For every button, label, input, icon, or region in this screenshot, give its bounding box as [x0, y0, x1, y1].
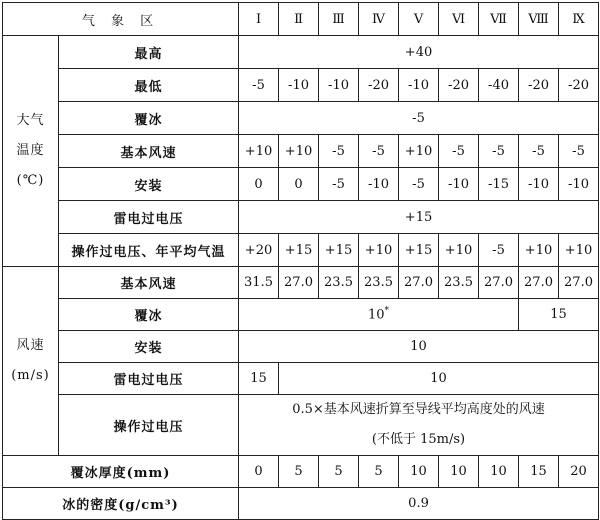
row-label: 最高 — [59, 36, 239, 69]
table-cell: -5 — [319, 168, 359, 201]
switching-wind-line2: (不低于 15m/s) — [371, 432, 466, 447]
temperature-group-line1: 大气 — [16, 113, 45, 128]
row-label: 操作过电压、年平均气温 — [59, 234, 239, 267]
table-cell: -40 — [479, 69, 519, 102]
zone-8: Ⅷ — [519, 3, 559, 36]
table-cell: +15 — [319, 234, 359, 267]
table-cell: +10 — [279, 135, 319, 168]
row-label: 安装 — [59, 331, 239, 363]
table-cell: -5 — [479, 135, 519, 168]
temperature-group-line3: (℃) — [16, 173, 45, 188]
row-label: 覆冰 — [59, 102, 239, 135]
temp-switching-row — [3, 234, 599, 267]
row-label: 雷电过电压 — [59, 201, 239, 234]
merged-value: 0.9 — [239, 488, 599, 520]
table-cell: +10 — [359, 234, 399, 267]
temp-icing-row — [3, 102, 599, 135]
switching-wind-line1: 0.5×基本风速折算至导线平均高度处的风速 — [292, 402, 545, 417]
table-cell: -5 — [439, 135, 479, 168]
table-cell: 0 — [239, 456, 279, 488]
table-cell: -5 — [319, 135, 359, 168]
merged-value: -5 — [239, 102, 599, 135]
zone-6: Ⅵ — [439, 3, 479, 36]
table-cell: -20 — [519, 69, 559, 102]
table-cell: +15 — [399, 234, 439, 267]
table-cell: 31.5 — [239, 267, 279, 299]
merged-value — [239, 395, 599, 456]
table-cell: +10 — [399, 135, 439, 168]
table-cell: -5 — [519, 135, 559, 168]
zone-7: Ⅶ — [479, 3, 519, 36]
wind-icing-row — [3, 299, 599, 331]
merged-value — [239, 299, 519, 331]
row-label: 安装 — [59, 168, 239, 201]
table-cell: -10 — [359, 168, 399, 201]
table-cell: -10 — [279, 69, 319, 102]
wind-group-label — [3, 267, 59, 456]
wind-install-row — [3, 331, 599, 363]
ice-thickness-row — [3, 456, 599, 488]
zone-9: Ⅸ — [559, 3, 599, 36]
table-cell: 20 — [559, 456, 599, 488]
wind-basic-row — [3, 267, 599, 299]
table-cell: 27.0 — [479, 267, 519, 299]
table-cell: -10 — [399, 69, 439, 102]
temperature-group-line2: 温度 — [16, 143, 45, 158]
temp-install-row — [3, 168, 599, 201]
wind-lightning-row — [3, 363, 599, 395]
table-cell: +20 — [239, 234, 279, 267]
table-cell: -10 — [559, 168, 599, 201]
table-cell: -5 — [479, 234, 519, 267]
row-label: 基本风速 — [59, 135, 239, 168]
merged-value: 15 — [519, 299, 599, 331]
ice-density-row — [3, 488, 599, 520]
zone-2: Ⅱ — [279, 3, 319, 36]
table-cell: 27.0 — [399, 267, 439, 299]
table-cell: 0 — [239, 168, 279, 201]
table-cell: -15 — [479, 168, 519, 201]
wind-group-line2: (m/s) — [11, 368, 50, 383]
row-label: 操作过电压 — [59, 395, 239, 456]
table-cell: 5 — [319, 456, 359, 488]
table-cell: -5 — [359, 135, 399, 168]
header-row — [3, 3, 599, 36]
table-cell: 5 — [359, 456, 399, 488]
zone-3: Ⅲ — [319, 3, 359, 36]
meteorological-zone-table — [2, 2, 599, 520]
temp-min-row — [3, 69, 599, 102]
table-cell: 27.0 — [559, 267, 599, 299]
row-label: 覆冰 — [59, 299, 239, 331]
table-cell: 27.0 — [519, 267, 559, 299]
temp-max-row — [3, 36, 599, 69]
table-cell: 23.5 — [359, 267, 399, 299]
table-cell: +10 — [439, 234, 479, 267]
table-cell: +10 — [519, 234, 559, 267]
table-cell: +10 — [239, 135, 279, 168]
table-cell: 5 — [279, 456, 319, 488]
table-cell: +10 — [559, 234, 599, 267]
table-cell: 27.0 — [279, 267, 319, 299]
table-cell: -5 — [559, 135, 599, 168]
merged-value: +15 — [239, 201, 599, 234]
table-cell: -5 — [239, 69, 279, 102]
row-label: 覆冰厚度(mm) — [3, 456, 239, 488]
table-cell: -20 — [439, 69, 479, 102]
table-cell: 0 — [279, 168, 319, 201]
table-cell: 15 — [239, 363, 279, 395]
temperature-group-label — [3, 36, 59, 267]
table-cell: 10 — [399, 456, 439, 488]
wind-group-line1: 风速 — [16, 338, 45, 353]
table-cell: 10 — [479, 456, 519, 488]
table-cell: +15 — [279, 234, 319, 267]
table-cell: -10 — [519, 168, 559, 201]
row-label: 冰的密度(g/cm³) — [3, 488, 239, 520]
table-cell: -5 — [399, 168, 439, 201]
table-cell: -20 — [359, 69, 399, 102]
merged-value: 10 — [239, 331, 599, 363]
row-label: 最低 — [59, 69, 239, 102]
table-cell: 15 — [519, 456, 559, 488]
wind-switching-row — [3, 395, 599, 456]
zone-4: Ⅳ — [359, 3, 399, 36]
temp-lightning-row — [3, 201, 599, 234]
merged-value: +40 — [239, 36, 599, 69]
footnote-mark: * — [384, 306, 390, 317]
table-cell: 10 — [439, 456, 479, 488]
table-cell: 23.5 — [319, 267, 359, 299]
table-cell: -20 — [559, 69, 599, 102]
row-label: 雷电过电压 — [59, 363, 239, 395]
merged-value: 10 — [279, 363, 599, 395]
table-cell: -10 — [439, 168, 479, 201]
icing-wind-value: 10 — [367, 307, 385, 323]
zone-5: Ⅴ — [399, 3, 439, 36]
row-label: 基本风速 — [59, 267, 239, 299]
table-cell: 23.5 — [439, 267, 479, 299]
zone-1: Ⅰ — [239, 3, 279, 36]
table-cell: -10 — [319, 69, 359, 102]
zone-header-label: 气 象 区 — [3, 3, 239, 36]
temp-basic-wind-row — [3, 135, 599, 168]
